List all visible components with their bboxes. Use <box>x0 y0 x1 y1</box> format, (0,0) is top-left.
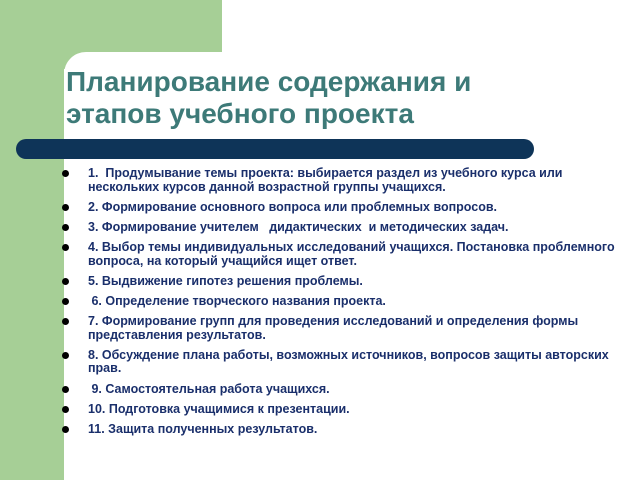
list-item <box>58 201 618 215</box>
project-steps-list <box>58 167 618 443</box>
list-item <box>58 383 618 397</box>
bullet-icon <box>62 204 69 211</box>
bullet-icon <box>62 170 69 177</box>
list-item-text: 4. Выбор темы индивидуальных исследований учащихся. Постановка проблемного вопроса, на который учащийся ищет ответ. <box>88 240 619 268</box>
list-item <box>58 241 618 268</box>
list-item-text: 9. Самостоятельная работа учащихся. <box>88 381 330 396</box>
bullet-icon <box>62 278 69 285</box>
list-item-text: 3. Формирование учителем дидактических и методических задач. <box>88 219 509 234</box>
bullet-icon <box>62 224 69 231</box>
list-item <box>58 167 618 194</box>
list-item <box>58 221 618 235</box>
list-item <box>58 275 618 289</box>
bullet-icon <box>62 426 69 433</box>
list-item-text: 11. Защита полученных результатов. <box>88 421 318 436</box>
list-item-text: 5. Выдвижение гипотез решения проблемы. <box>88 273 363 288</box>
list-item-text: 6. Определение творческого названия проекта. <box>88 293 386 308</box>
list-item <box>58 403 618 417</box>
slide-title <box>66 66 626 130</box>
list-item-text: 2. Формирование основного вопроса или проблемных вопросов. <box>88 199 498 214</box>
bullet-icon <box>62 406 69 413</box>
bullet-icon <box>62 318 69 325</box>
title-divider-bar <box>16 139 534 159</box>
list-item <box>58 423 618 437</box>
list-item-text: 7. Формирование групп для проведения исследований и определения формы представления результатов. <box>88 314 582 342</box>
slide-title-line-1: Планирование содержания и <box>66 66 472 97</box>
list-item <box>58 315 618 342</box>
list-item <box>58 349 618 376</box>
decorative-green-strip <box>0 0 64 480</box>
bullet-icon <box>62 244 69 251</box>
bullet-icon <box>62 386 69 393</box>
bullet-icon <box>62 298 69 305</box>
bullet-icon <box>62 352 69 359</box>
list-item <box>58 295 618 309</box>
list-item-text: 1. Продумывание темы проекта: выбирается раздел из учебного курса или нескольких курсов данной возрастной группы учащихся. <box>88 166 566 194</box>
list-item-text: 10. Подготовка учащимися к презентации. <box>88 401 350 416</box>
list-item-text: 8. Обсуждение плана работы, возможных источников, вопросов защиты авторских прав. <box>88 347 613 376</box>
slide-title-line-2: этапов учебного проекта <box>66 98 414 129</box>
